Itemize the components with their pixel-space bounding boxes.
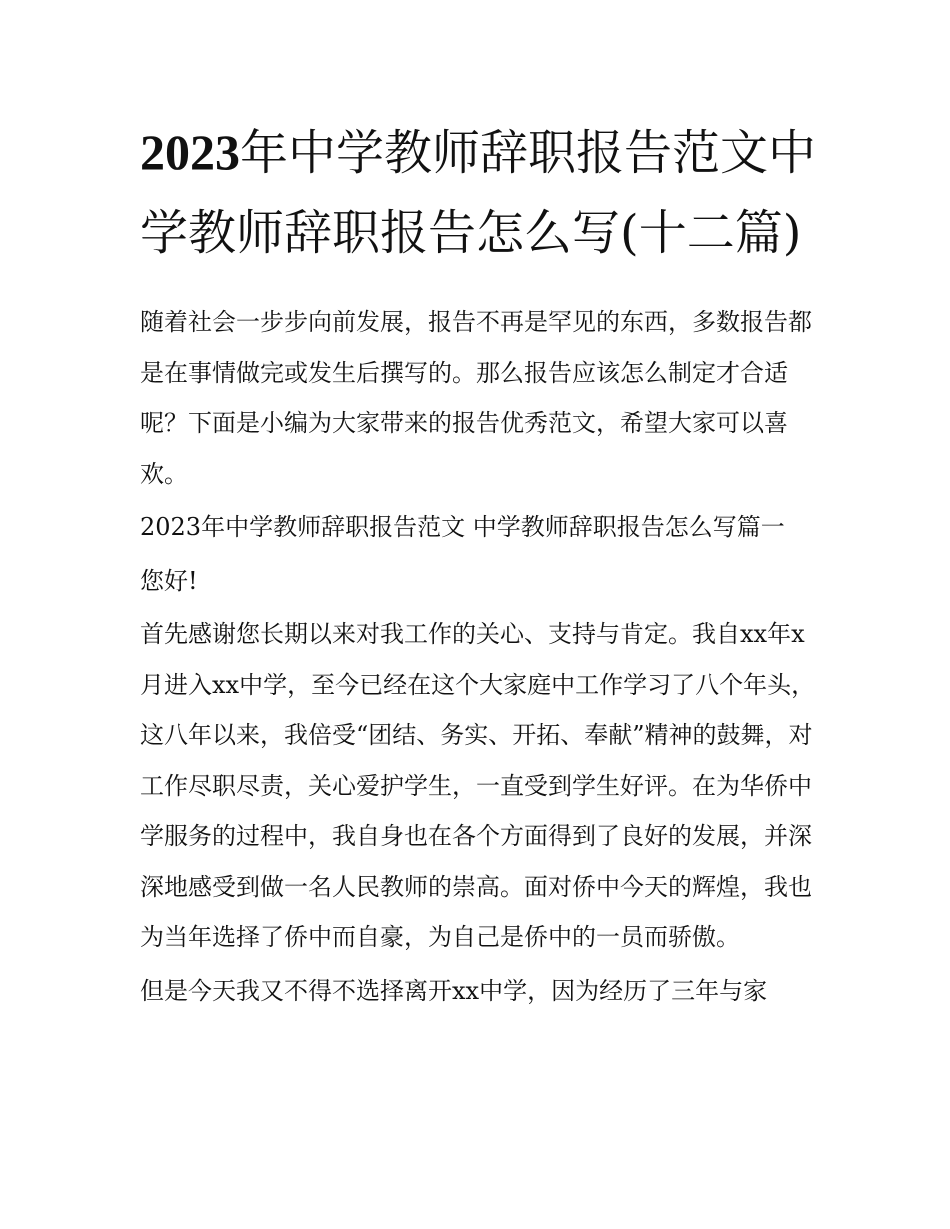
document-title — [140, 112, 820, 273]
body-paragraph: 首先感谢您长期以来对我工作的关心、支持与肯定。我自xx年x月进入xx中学，至今已经在这个大家庭中工作学习了八个年头，这八年以来，我倍受“团结、务实、开拓、奉献”精神的鼓舞，对工作尽职尽责，关心爱护学生，一直受到学生好评。在为华侨中学服务的过程中，我自身也在各个方面得到了良好的发展，并深深地感受到做一名人民教师的崇高。面对侨中今天的辉煌，我也为当年选择了侨中而自豪，为自己是侨中的一员而骄傲。 — [140, 620, 816, 951]
section-heading: 2023年中学教师辞职报告范文 中学教师辞职报告怎么写篇一 — [140, 513, 785, 541]
body-paragraph: 但是今天我又不得不选择离开xx中学，因为经历了三年与家 — [140, 976, 768, 1005]
title-text: 年中学教师辞职报告范文中学教师辞职报告怎么写(十二篇) — [140, 125, 817, 261]
intro-paragraph: 随着社会一步步向前发展，报告不再是罕见的东西，多数报告都是在事情做完或发生后撰写的。那么报告应该怎么制定才合适呢？下面是小编为大家带来的报告优秀范文，希望大家可以喜欢。 — [140, 308, 812, 488]
salutation: 您好! — [140, 566, 198, 595]
document-body — [140, 297, 820, 1016]
document-content — [140, 112, 820, 1019]
title-year: 2023 — [140, 124, 240, 180]
